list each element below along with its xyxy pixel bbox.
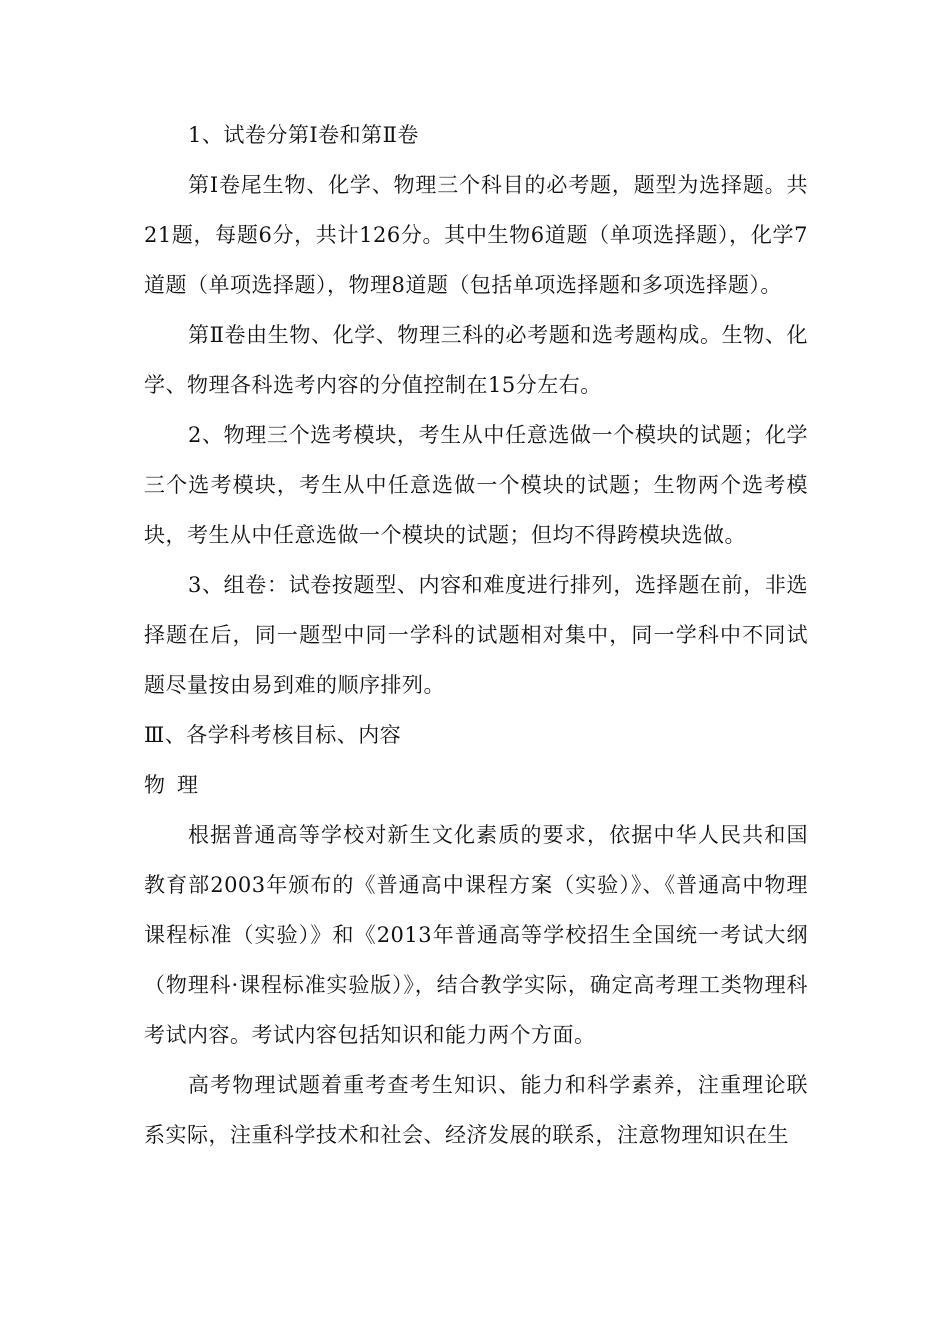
paper-assembly-item-3: 3、组卷：试卷按题型、内容和难度进行排列，选择题在前，非选择题在后，同一题型中同一学科的试题相对集中，同一学科中不同试题尽量按由易到难的顺序排列。 — [144, 573, 808, 697]
elective-modules-item-2: 2、物理三个选考模块，考生从中任意选做一个模块的试题；化学三个选考模块，考生从中任意选做一个模块的试题；生物两个选考模块，考生从中任意选做一个模块的试题；但均不得跨模块选做。 — [144, 423, 808, 547]
physics-basis-paragraph: 根据普通高等学校对新生文化素质的要求，依据中华人民共和国教育部2003年颁布的《普通高中课程方案（实验）》、《普通高中物理课程标准（实验）》和《2013年普通高等学校招生全国统一考试大纲（物理科·课程标准实验版）》，结合教学实际，确定高考理工类物理科考试内容。考试内容包括知识和能力两个方面。 — [144, 823, 808, 1047]
section-heading-assessment: Ⅲ、各学科考核目标、内容 — [144, 723, 402, 747]
document-body — [144, 110, 808, 1160]
subject-heading-physics: 物理 — [144, 773, 210, 797]
paper-one-description: 第Ⅰ卷尾生物、化学、物理三个科目的必考题，题型为选择题。共21题，每题6分，共计126分。其中生物6道题（单项选择题），化学7道题（单项选择题），物理8道题（包括单项选择题和多项选择题）。 — [144, 173, 808, 297]
paper-two-description: 第Ⅱ卷由生物、化学、物理三科的必考题和选考题构成。生物、化学、物理各科选考内容的分值控制在15分左右。 — [144, 323, 808, 397]
physics-emphasis-paragraph: 高考物理试题着重考查考生知识、能力和科学素养，注重理论联系实际，注重科学技术和社会、经济发展的联系，注意物理知识在生 — [144, 1073, 808, 1147]
exam-structure-item-1: 1、试卷分第Ⅰ卷和第Ⅱ卷 — [188, 123, 419, 147]
